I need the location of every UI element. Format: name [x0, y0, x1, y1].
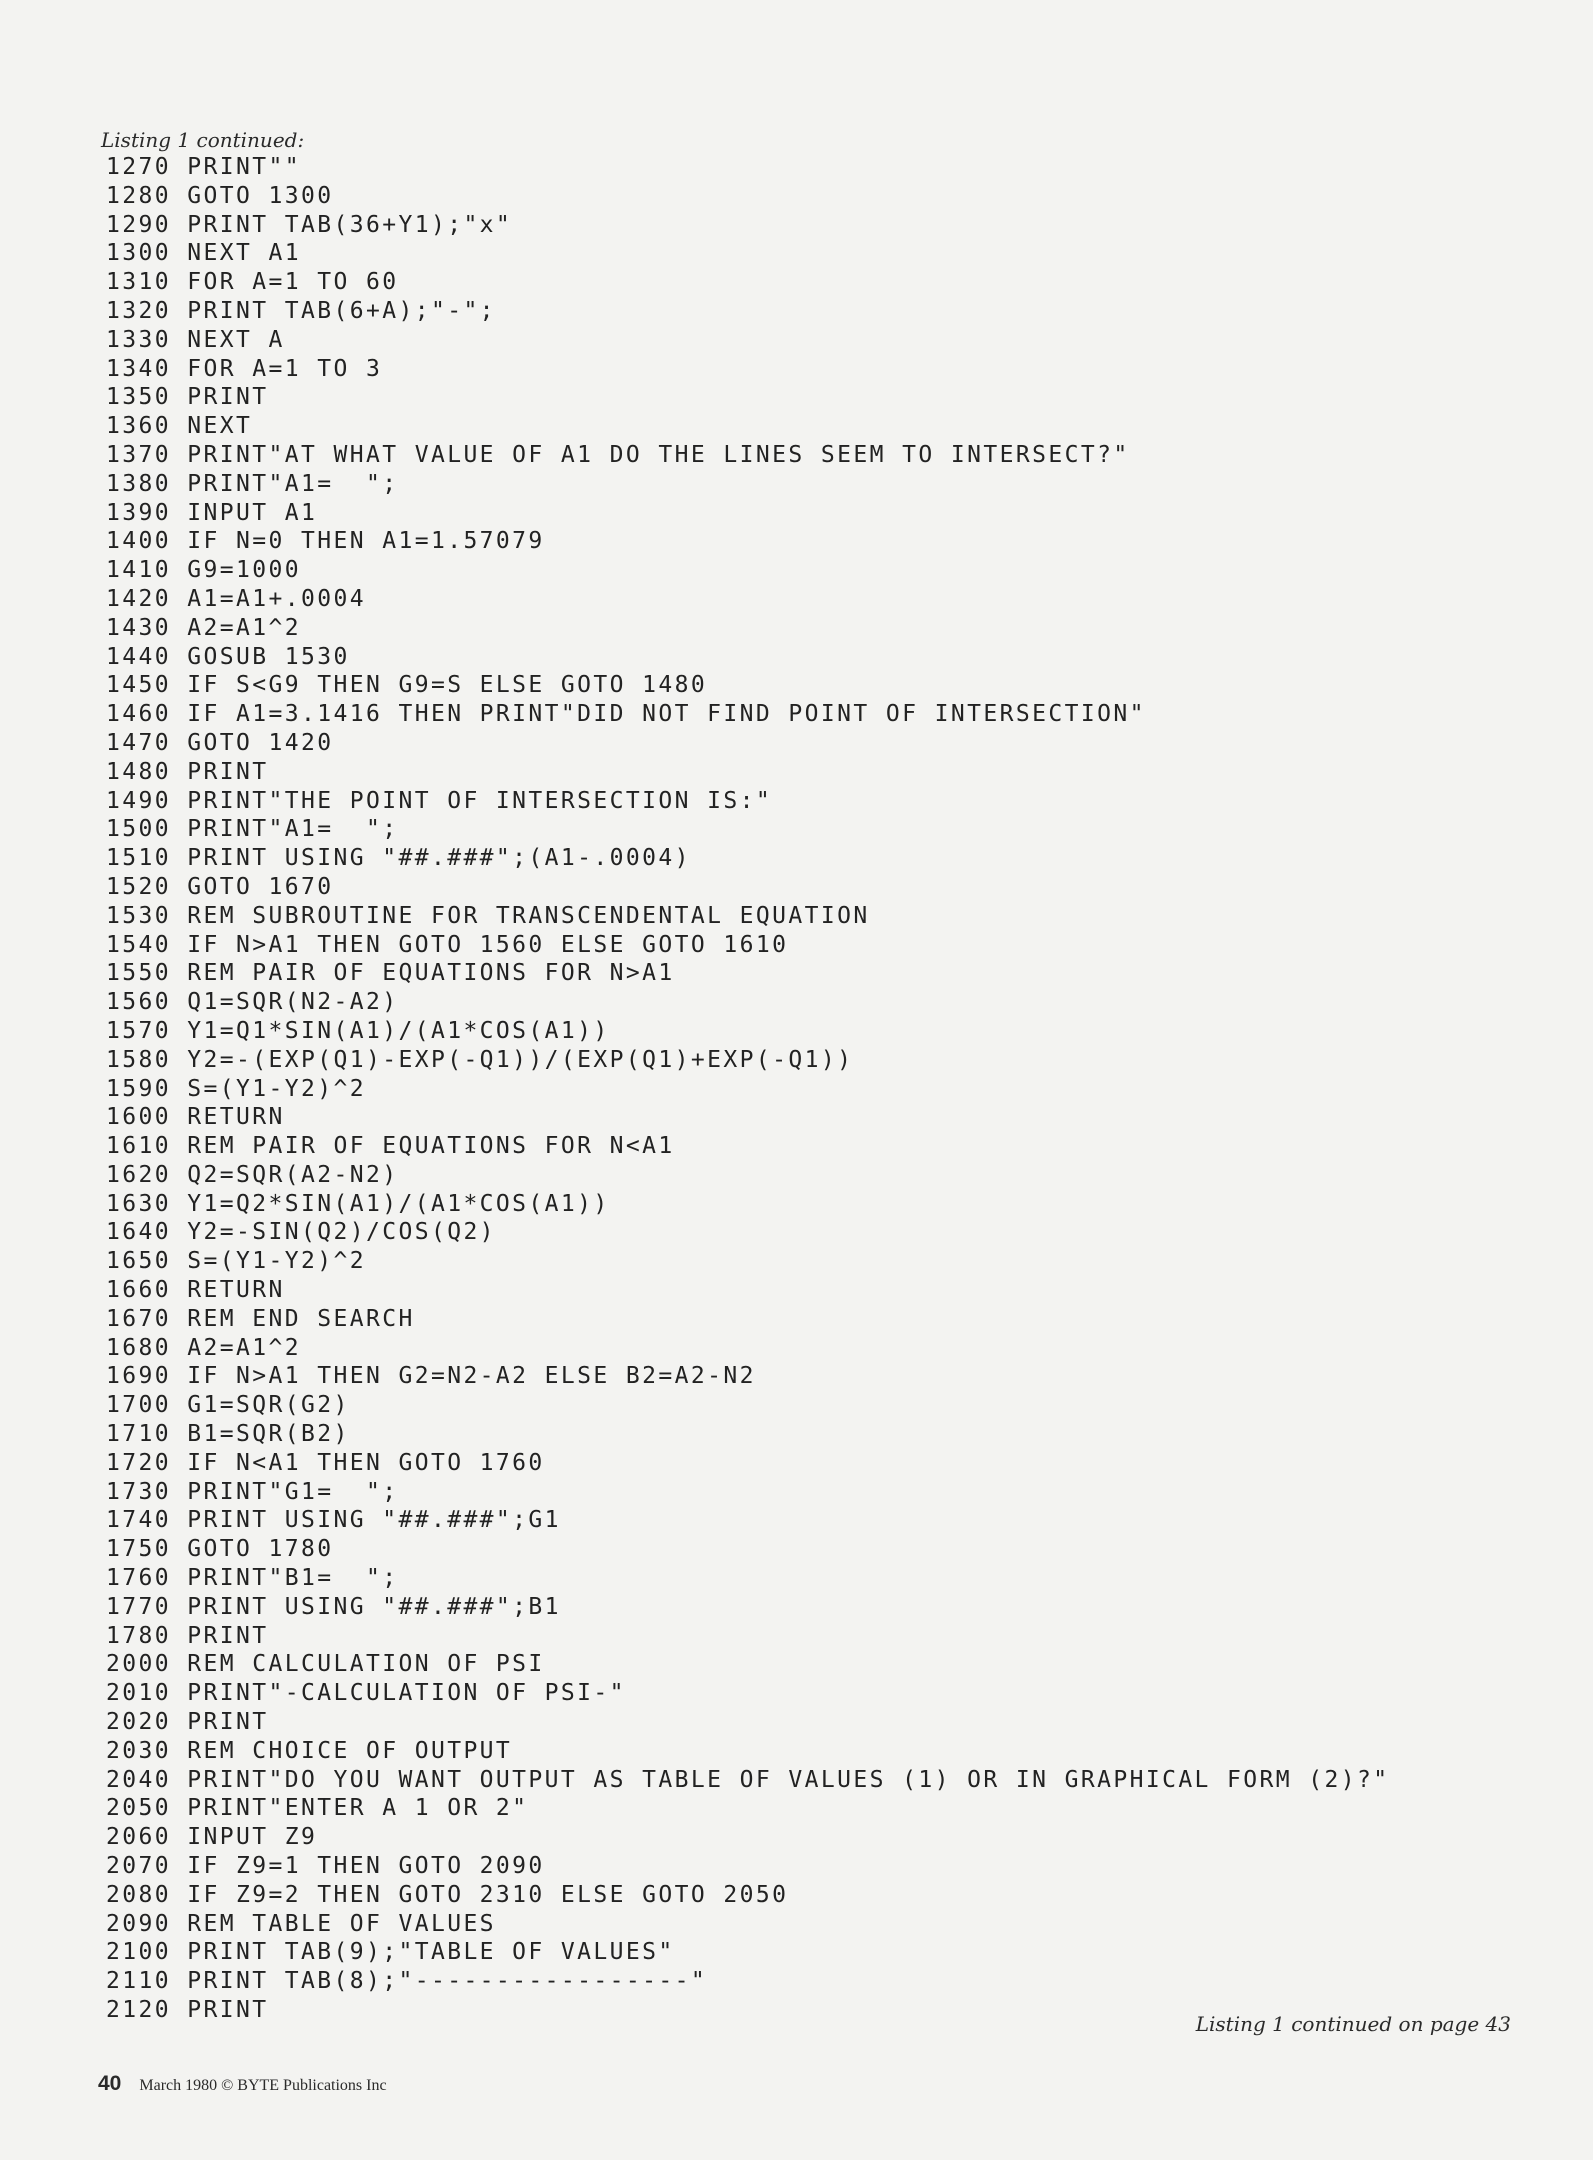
code-line: 1700 G1=SQR(G2)	[106, 1392, 350, 1419]
code-line: 1450 IF S<G9 THEN G9=S ELSE GOTO 1480	[106, 672, 708, 699]
code-line: 1520 GOTO 1670	[106, 873, 334, 900]
code-line: 2090 REM TABLE OF VALUES	[106, 1910, 496, 1937]
code-line: 1460 IF A1=3.1416 THEN PRINT"DID NOT FIND POINT OF INTERSECTION"	[106, 701, 1146, 728]
code-line: 1640 Y2=-SIN(Q2)/COS(Q2)	[106, 1219, 496, 1246]
code-line: 1370 PRINT"AT WHAT VALUE OF A1 DO THE LINES SEEM TO INTERSECT?"	[106, 441, 1130, 468]
code-line: 1630 Y1=Q2*SIN(A1)/(A1*COS(A1))	[106, 1190, 610, 1217]
code-line: 2080 IF Z9=2 THEN GOTO 2310 ELSE GOTO 2050	[106, 1881, 789, 1908]
code-line: 1480 PRINT	[106, 758, 269, 785]
code-line: 1550 REM PAIR OF EQUATIONS FOR N>A1	[106, 960, 675, 987]
code-line: 1300 NEXT A1	[106, 240, 301, 267]
code-line: 1470 GOTO 1420	[106, 729, 334, 756]
code-line: 1440 GOSUB 1530	[106, 643, 350, 670]
code-line: 1710 B1=SQR(B2)	[106, 1421, 350, 1448]
code-line: 2020 PRINT	[106, 1709, 269, 1736]
code-line: 1680 A2=A1^2	[106, 1334, 301, 1361]
code-line: 1670 REM END SEARCH	[106, 1305, 415, 1332]
code-line: 1690 IF N>A1 THEN G2=N2-A2 ELSE B2=A2-N2	[106, 1363, 756, 1390]
code-line: 2120 PRINT	[106, 1997, 269, 2023]
code-line: 1730 PRINT"G1= ";	[106, 1478, 399, 1505]
code-line: 1740 PRINT USING "##.###";G1	[106, 1507, 561, 1534]
code-line: 1310 FOR A=1 TO 60	[106, 269, 399, 296]
code-line: 1410 G9=1000	[106, 557, 301, 584]
code-line: 2100 PRINT TAB(9);"TABLE OF VALUES"	[106, 1939, 675, 1966]
code-line: 1320 PRINT TAB(6+A);"-";	[106, 297, 496, 324]
code-line: 1560 Q1=SQR(N2-A2)	[106, 989, 399, 1016]
code-line: 1340 FOR A=1 TO 3	[106, 355, 383, 382]
code-line: 2070 IF Z9=1 THEN GOTO 2090	[106, 1853, 545, 1880]
code-line: 2060 INPUT Z9	[106, 1824, 318, 1851]
code-line: 1770 PRINT USING "##.###";B1	[106, 1593, 561, 1620]
code-line: 1330 NEXT A	[106, 326, 285, 353]
code-line: 2110 PRINT TAB(8);"-----------------"	[106, 1968, 708, 1995]
code-line: 1760 PRINT"B1= ";	[106, 1565, 399, 1592]
code-line: 1540 IF N>A1 THEN GOTO 1560 ELSE GOTO 1610	[106, 931, 789, 958]
listing-header: Listing 1 continued:	[101, 128, 305, 152]
code-line: 1570 Y1=Q1*SIN(A1)/(A1*COS(A1))	[106, 1017, 610, 1044]
code-line: 1750 GOTO 1780	[106, 1536, 334, 1563]
code-line: 1280 GOTO 1300	[106, 182, 334, 209]
code-line: 1490 PRINT"THE POINT OF INTERSECTION IS:"	[106, 787, 773, 814]
code-line: 1290 PRINT TAB(36+Y1);"x"	[106, 211, 513, 238]
code-line: 2000 REM CALCULATION OF PSI	[106, 1651, 545, 1678]
code-line: 1420 A1=A1+.0004	[106, 585, 366, 612]
code-line: 1430 A2=A1^2	[106, 614, 301, 641]
code-line: 1620 Q2=SQR(A2-N2)	[106, 1161, 399, 1188]
publication-line: March 1980 © BYTE Publications Inc	[139, 2077, 387, 2094]
code-line: 1510 PRINT USING "##.###";(A1-.0004)	[106, 845, 691, 872]
code-listing	[106, 153, 1546, 2025]
code-line: 2010 PRINT"-CALCULATION OF PSI-"	[106, 1680, 626, 1707]
page-footer	[98, 2072, 387, 2096]
page-number: 40	[98, 2072, 122, 2095]
code-line: 1530 REM SUBROUTINE FOR TRANSCENDENTAL EQUATION	[106, 902, 870, 929]
continued-note: Listing 1 continued on page 43	[1195, 2012, 1511, 2036]
code-line: 1660 RETURN	[106, 1277, 285, 1304]
code-line: 2030 REM CHOICE OF OUTPUT	[106, 1737, 513, 1764]
code-line: 1500 PRINT"A1= ";	[106, 816, 399, 843]
code-line: 1780 PRINT	[106, 1622, 269, 1649]
code-line: 1380 PRINT"A1= ";	[106, 470, 399, 497]
code-line: 1400 IF N=0 THEN A1=1.57079	[106, 528, 545, 555]
code-line: 1590 S=(Y1-Y2)^2	[106, 1075, 366, 1102]
code-line: 1650 S=(Y1-Y2)^2	[106, 1248, 366, 1275]
code-line: 1600 RETURN	[106, 1104, 285, 1131]
code-line: 1360 NEXT	[106, 413, 253, 440]
code-line: 1720 IF N<A1 THEN GOTO 1760	[106, 1449, 545, 1476]
code-line: 1350 PRINT	[106, 384, 269, 411]
code-line: 1270 PRINT""	[106, 154, 301, 180]
code-line: 1610 REM PAIR OF EQUATIONS FOR N<A1	[106, 1133, 675, 1160]
code-line: 2050 PRINT"ENTER A 1 OR 2"	[106, 1795, 529, 1822]
code-line: 2040 PRINT"DO YOU WANT OUTPUT AS TABLE OF VALUES (1) OR IN GRAPHICAL FORM (2)?"	[106, 1766, 1390, 1793]
code-line: 1390 INPUT A1	[106, 499, 318, 526]
code-line: 1580 Y2=-(EXP(Q1)-EXP(-Q1))/(EXP(Q1)+EXP(-Q1))	[106, 1046, 854, 1073]
